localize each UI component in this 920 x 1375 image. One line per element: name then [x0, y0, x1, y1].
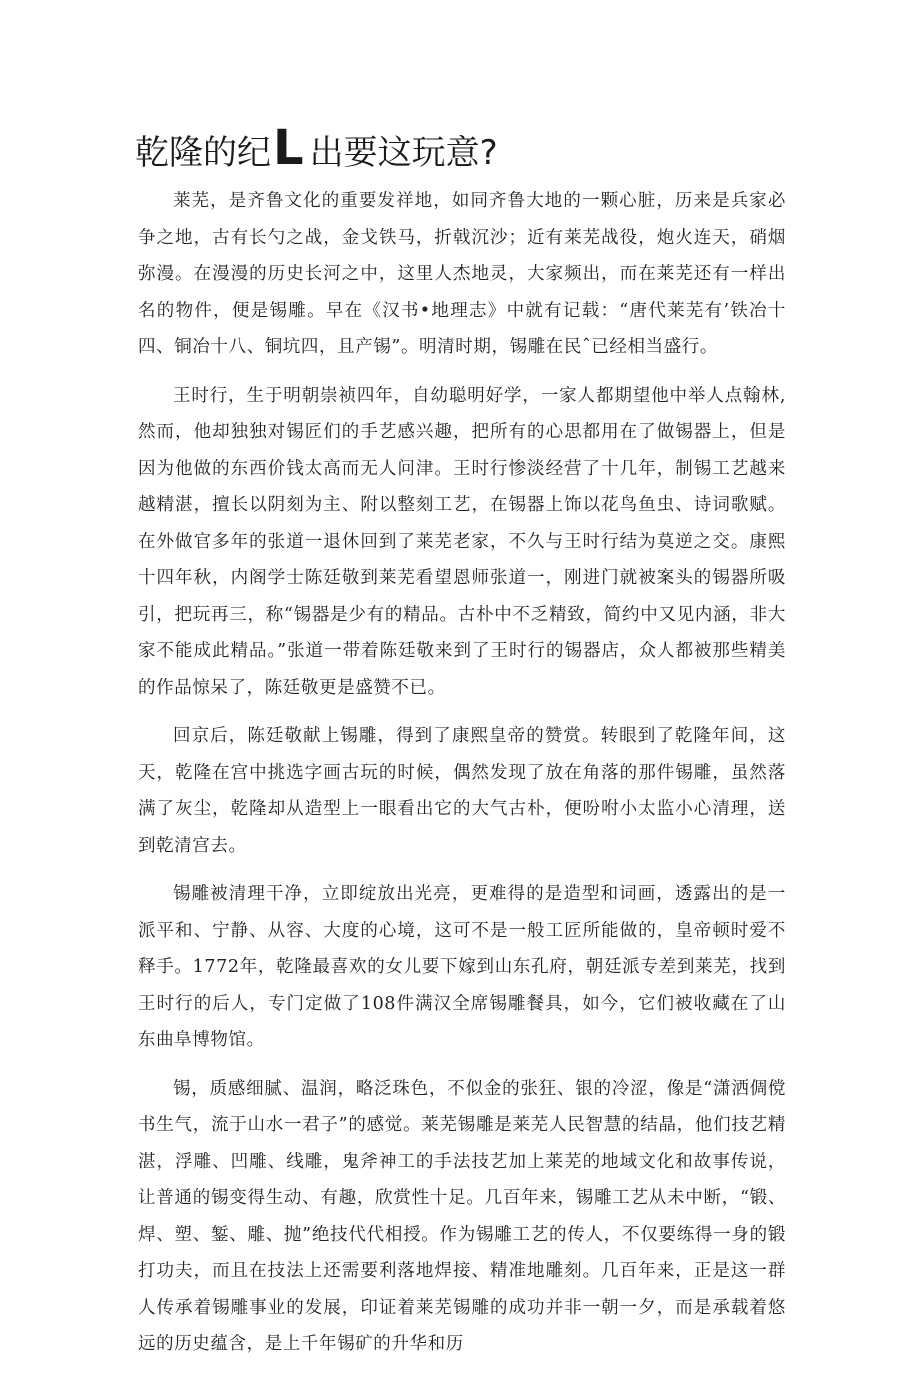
title-big-letter: L	[273, 120, 304, 176]
paragraph-2: 王时行，生于明朝崇祯四年，自幼聪明好学，一家人都期望他中举人点翰林,然而，他却独独对锡匠们的手艺感兴趣，把所有的心思都用在了做锡器上，但是因为他做的东西价钱太高而无人问津。王时行惨淡经营了十几年，制锡工艺越来越精湛，擅长以阴刻为主、附以整刻工艺，在锡器上饰以花鸟鱼虫、诗词歌赋。在外做官多年的张道一退休回到了莱芜老家，不久与王时行结为莫逆之交。康熙十四年秋，内阁学士陈廷敬到莱芜看望恩师张道一，刚进门就被案头的锡器所吸引，把玩再三，称“锡器是少有的精品。古朴中不乏精致，简约中又见内涵，非大家不能成此精品。”张道一带着陈廷敬来到了王时行的锡器店，众人都被那些精美的作品惊呆了，陈廷敬更是盛赞不已。	[138, 385, 786, 698]
paragraph-1: 莱芜，是齐鲁文化的重要发祥地，如同齐鲁大地的一颗心脏，历来是兵家必争之地，古有长勺之战，金戈铁马，折戟沉沙；近有莱芜战役，炮火连天，硝烟弥漫。在漫漫的历史长河之中，这里人杰地灵，大家频出，而在莱芜还有一样出名的物件，便是锡雕。早在《汉书•地理志》中就有记载：“唐代莱芜有’铁冶十四、铜冶十八、铜坑四，且产锡”。明清时期，锡雕在民ˆ已经相当盛行。	[138, 191, 786, 357]
paragraph-5: 锡，质感细腻、温润，略泛珠色，不似金的张狂、银的冷涩，像是“潇洒倜傥书生气，流于山水一君子”的感觉。莱芜锡雕是莱芜人民智慧的结晶，他们技艺精湛，浮雕、凹雕、线雕，鬼斧神工的手法技艺加上莱芜的地域文化和故事传说，让普通的锡变得生动、有趣，欣赏性十足。几百年来，锡雕工艺从未中断，“锻、焊、塑、錾、雕、抛”绝技代代相授。作为锡雕工艺的传人，不仅要练得一身的锻打功夫，而且在技法上还需要利落地焊接、精准地雕刻。几百年来，正是这一群人传承着锡雕事业的发展，印证着莱芜锡雕的成功并非一朝一夕，而是承载着悠远的历史蕴含，是上千年锡矿的升华和历	[138, 1078, 786, 1354]
page-title	[135, 120, 498, 181]
paragraph-3: 回京后，陈廷敬献上锡雕，得到了康熙皇帝的赞赏。转眼到了乾隆年间，这天，乾隆在宫中挑选字画古玩的时候，偶然发现了放在角落的那件锡雕，虽然落满了灰尘，乾隆却从造型上一眼看出它的大气古朴，便吩咐小太监小心清理，送到乾清宫去。	[138, 726, 786, 856]
paragraph-4: 锡雕被清理干净，立即绽放出光亮，更难得的是造型和词画，透露出的是一派平和、宁静、从容、大度的心境，这可不是一般工匠所能做的，皇帝顿时爱不释手。1772年，乾隆最喜欢的女儿要下嫁到山东孔府，朝廷派专差到莱芜，找到王时行的后人，专门定做了108件满汉全席锡雕餐具，如今，它们被收藏在了山东曲阜博物馆。	[138, 884, 786, 1050]
article-body	[138, 183, 786, 1375]
title-part-2: 出要这玩意?	[309, 133, 498, 173]
title-part-1: 乾隆的纪	[135, 133, 271, 173]
